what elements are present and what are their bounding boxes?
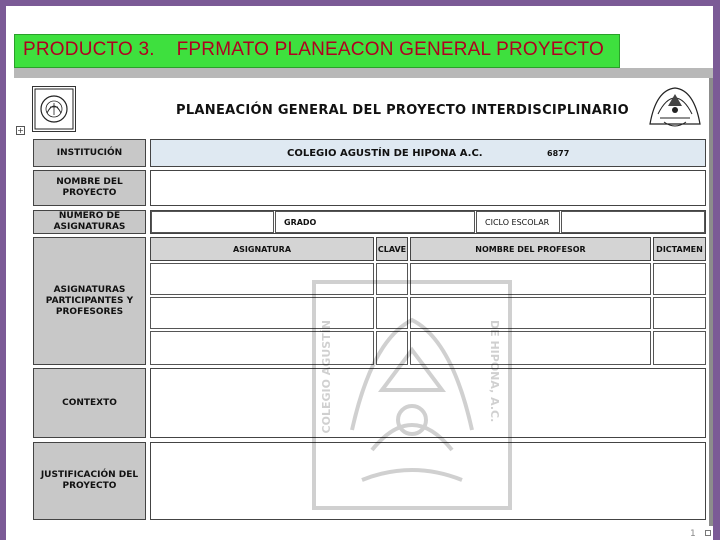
institucion-value: COLEGIO AGUSTÍN DE HIPONA A.C. xyxy=(287,148,483,159)
header-profesor: NOMBRE DEL PROFESOR xyxy=(410,237,651,261)
label-justificacion: JUSTIFICACIÓN DEL PROYECTO xyxy=(33,442,146,520)
numero-asignaturas-row xyxy=(150,210,706,234)
numero-asignaturas-field[interactable] xyxy=(151,211,274,233)
header-asignatura: ASIGNATURA xyxy=(150,237,374,261)
frame-right xyxy=(713,0,720,540)
slide-title: PRODUCTO 3. FPRMATO PLANEACON GENERAL PROYECTO xyxy=(23,39,604,60)
table-move-handle-icon[interactable]: + xyxy=(17,126,24,135)
label-institucion: INSTITUCIÓN xyxy=(33,139,146,167)
institucion-code: 6877 xyxy=(547,149,570,158)
nombre-proyecto-field[interactable] xyxy=(150,170,706,206)
label-asignaturas-participantes: ASIGNATURAS PARTICIPANTES Y PROFESORES xyxy=(33,237,146,365)
header-dictamen: DICTAMEN xyxy=(653,237,706,261)
table-cell[interactable] xyxy=(653,331,706,365)
table-cell[interactable] xyxy=(653,263,706,295)
unam-eagle-crest-icon xyxy=(646,84,704,134)
grado-field[interactable] xyxy=(275,211,475,233)
header-clave: CLAVE xyxy=(376,237,408,261)
grado-label: GRADO xyxy=(284,218,317,227)
page-number: 1 xyxy=(690,529,696,539)
ciclo-escolar-label: CICLO ESCOLAR xyxy=(485,218,550,227)
ciclo-escolar-field[interactable] xyxy=(476,211,560,233)
school-crest-watermark xyxy=(312,280,512,510)
document-right-shadow xyxy=(709,78,713,526)
corner-marker xyxy=(705,530,711,536)
label-nombre-proyecto: NOMBRE DEL PROYECTO xyxy=(33,170,146,206)
table-cell[interactable] xyxy=(653,297,706,329)
label-numero-asignaturas: NUMERO DE ASIGNATURAS xyxy=(33,210,146,234)
document-title: PLANEACIÓN GENERAL DEL PROYECTO INTERDISCIPLINARIO xyxy=(176,103,629,118)
slide-title-banner xyxy=(14,34,620,68)
ciclo-escolar-value[interactable] xyxy=(561,211,705,233)
frame-top xyxy=(0,0,720,6)
document-top-shade xyxy=(14,68,713,78)
institucion-field[interactable] xyxy=(150,139,706,167)
watermark-text-right: DE HIPONA, A.C. xyxy=(488,320,501,423)
label-contexto: CONTEXTO xyxy=(33,368,146,438)
frame-left xyxy=(0,0,6,540)
university-seal-icon xyxy=(32,86,76,132)
watermark-text-left: COLEGIO AGUSTÍN xyxy=(320,320,333,434)
